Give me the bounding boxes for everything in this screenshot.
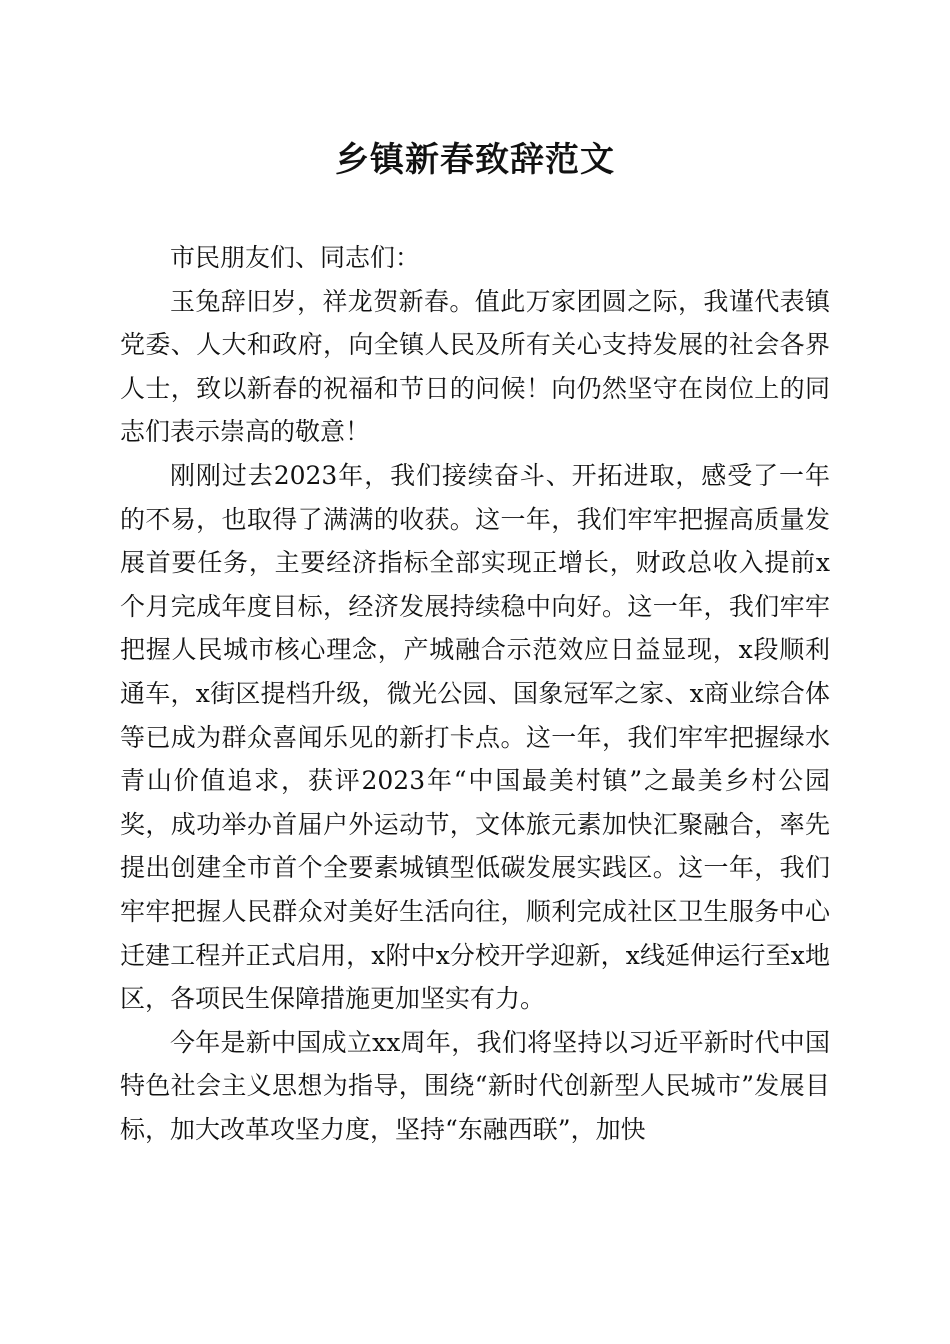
- salutation: 市民朋友们、同志们：: [170, 243, 421, 272]
- document-body: [120, 236, 830, 1151]
- paragraph-outlook: 今年是新中国成立xx周年，我们将坚持以习近平新时代中国特色社会主义思想为指导，围绕“新时代创新型人民城市”发展目标，加大改革攻坚力度，坚持“东融西联”，加快: [120, 1027, 830, 1144]
- paragraph-greeting: 玉兔辞旧岁，祥龙贺新春。值此万家团圆之际，我谨代表镇党委、人大和政府，向全镇人民及所有关心支持发展的社会各界人士，致以新春的祝福和节日的问候！向仍然坚守在岗位上的同志们表示崇高的敬意！: [120, 286, 830, 447]
- paragraph-review: 刚刚过去2023年，我们接续奋斗、开拓进取，感受了一年的不易，也取得了满满的收获。这一年，我们牢牢把握高质量发展首要任务，主要经济指标全部实现正增长，财政总收入提前x个月完成年度目标，经济发展持续稳中向好。这一年，我们牢牢把握人民城市核心理念，产城融合示范效应日益显现，x段顺利通车，x街区提档升级，微光公园、国象冠军之家、x商业综合体等已成为群众喜闻乐见的新打卡点。这一年，我们牢牢把握绿水青山价值追求，获评2023年“中国最美村镇”之最美乡村公园奖，成功举办首届户外运动节，文体旅元素加快汇聚融合，率先提出创建全市首个全要素城镇型低碳发展实践区。这一年，我们牢牢把握人民群众对美好生活向往，顺利完成社区卫生服务中心迁建工程并正式启用，x附中x分校开学迎新，x线延伸运行至x地区，各项民生保障措施更加坚实有力。: [120, 460, 830, 1014]
- document-title: 乡镇新春致辞范文: [335, 140, 615, 180]
